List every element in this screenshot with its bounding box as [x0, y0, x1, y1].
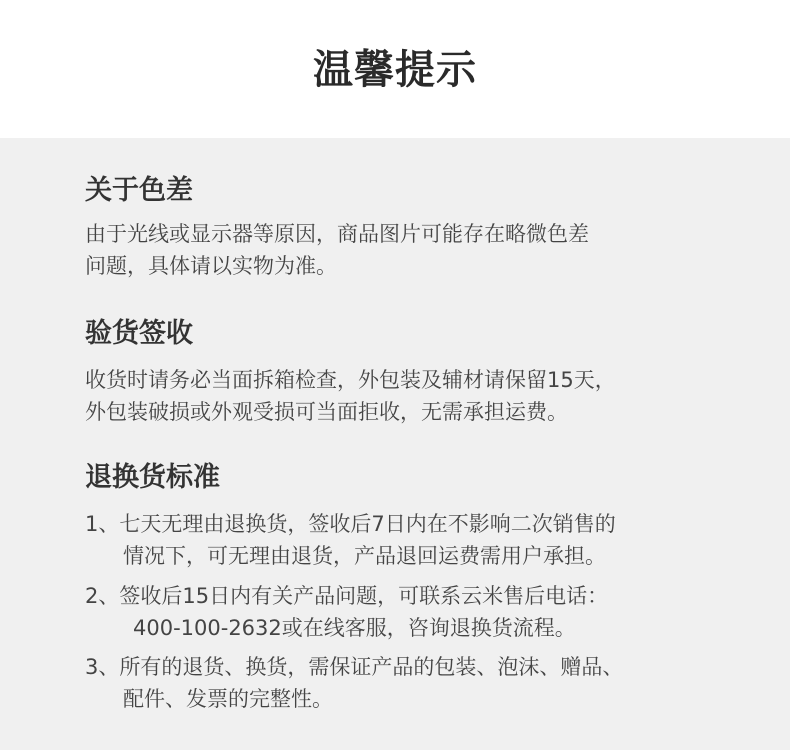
text-line: 3、所有的退货、换货，需保证产品的包装、泡沫、赠品、 — [85, 655, 624, 679]
list-item-return-1 — [85, 508, 735, 572]
text-line: 收货时请务必当面拆箱检查，外包装及辅材请保留15天， — [85, 368, 616, 392]
section-heading-delivery-check: 验货签收 — [85, 318, 193, 349]
list-item-return-2 — [85, 580, 735, 644]
text-line: 2、签收后15日内有关产品问题，可联系云米售后电话： — [85, 584, 609, 608]
text-line: 由于光线或显示器等原因，商品图片可能存在略微色差 — [85, 222, 589, 246]
section-text-delivery-check — [85, 364, 725, 428]
text-line: 配件、发票的完整性。 — [123, 687, 333, 711]
section-heading-return-policy: 退换货标准 — [85, 462, 220, 493]
notice-content — [0, 138, 790, 750]
header — [0, 0, 790, 138]
list-item-return-3 — [85, 651, 735, 715]
text-line: 1、七天无理由退换货，签收后7日内在不影响二次销售的 — [85, 512, 616, 536]
section-text-color-difference — [85, 218, 725, 282]
text-line: 问题，具体请以实物为准。 — [85, 254, 337, 278]
text-line: 400-100-2632或在线客服，咨询退换货流程。 — [133, 616, 576, 640]
section-heading-color-difference: 关于色差 — [85, 175, 193, 206]
text-line: 外包装破损或外观受损可当面拒收，无需承担运费。 — [85, 400, 568, 424]
text-line: 情况下，可无理由退货，产品退回运费需用户承担。 — [123, 544, 606, 568]
page-title: 温馨提示 — [313, 47, 477, 93]
